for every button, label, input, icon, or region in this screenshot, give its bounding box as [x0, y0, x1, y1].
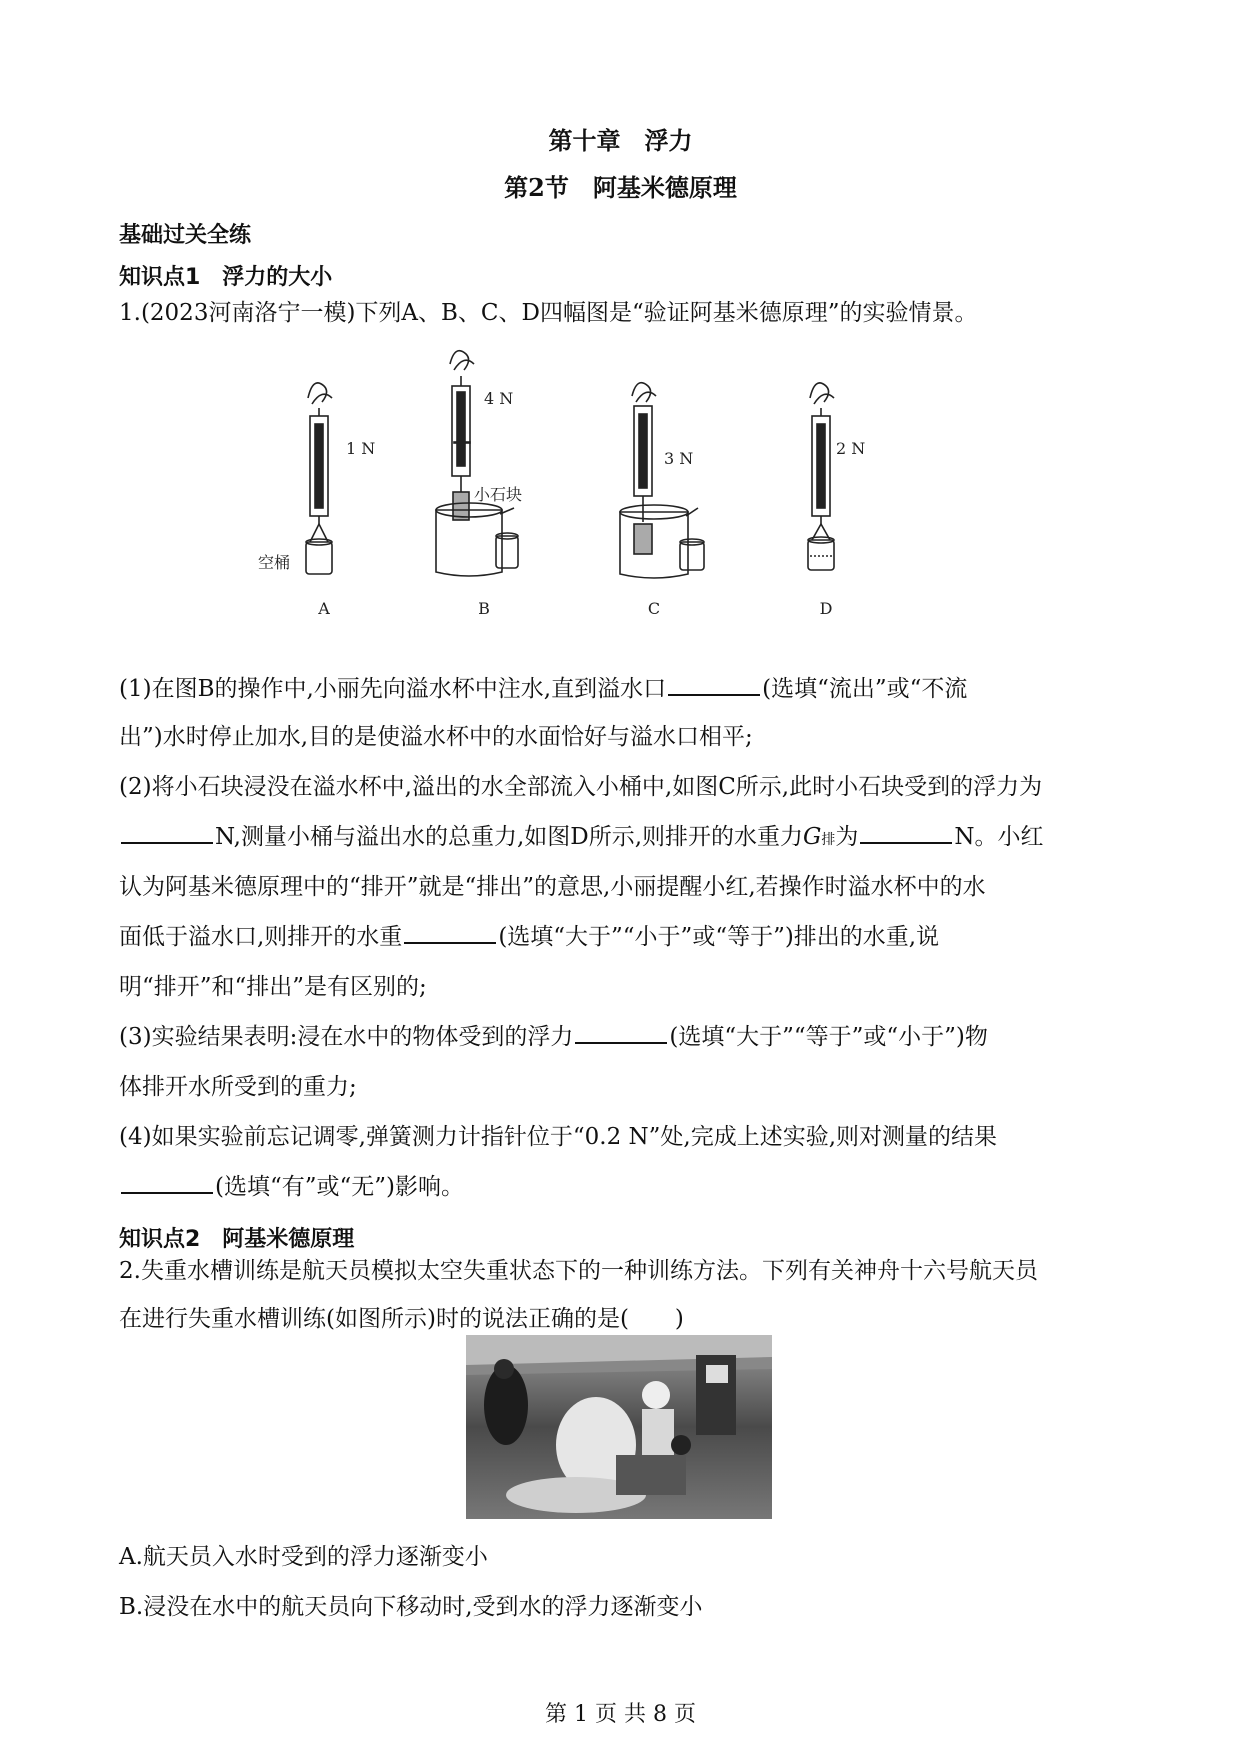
answer-blank[interactable]: [121, 818, 213, 844]
q1-part1-line1: (1)在图B的操作中,小丽先向溢水杯中注水,直到溢水口 (选填“流出”或“不流: [119, 662, 1124, 716]
scale-b: [436, 351, 518, 576]
underwater-training-photo: [466, 1335, 772, 1519]
q2-option-b: B.浸没在水中的航天员向下移动时,受到水的浮力逐渐变小: [119, 1594, 703, 1620]
figure-label-d: D: [819, 599, 833, 618]
knowledge-point-1: 知识点1 浮力的大小: [119, 265, 333, 290]
q1-part3-line1: (3)实验结果表明:浸在水中的物体受到的浮力 (选填“大于”“等于”或“小于”)物: [119, 1010, 1124, 1064]
scale-d: [808, 383, 834, 570]
q1-part2-line4: 面低于溢水口,则排开的水重 (选填“大于”“小于”或“等于”)排出的水重,说: [119, 910, 1124, 964]
q1-part2-line1: (2)将小石块浸没在溢水杯中,溢出的水全部流入小桶中,如图C所示,此时小石块受到的浮力为: [119, 774, 1043, 800]
page-footer: 第 1 页 共 8 页: [545, 1702, 696, 1727]
q1-part1-line2: 出”)水时停止加水,目的是使溢水杯中的水面恰好与溢水口相平;: [119, 724, 753, 750]
stone-label: 小石块: [474, 485, 523, 504]
q1-part3-line2: 体排开水所受到的重力;: [119, 1074, 357, 1100]
exercise-heading: 基础过关全练: [119, 223, 252, 248]
reading-b: 4 N: [484, 389, 514, 408]
q1-part4-line1: (4)如果实验前忘记调零,弹簧测力计指针位于“0.2 N”处,完成上述实验,则对测量的结果: [119, 1124, 998, 1150]
scale-c: [620, 383, 704, 578]
experiment-figure: [258, 356, 970, 628]
figure-label-c: C: [647, 599, 661, 618]
q1-stem: 1.(2023河南洛宁一模)下列A、B、C、D四幅图是“验证阿基米德原理”的实验情景。: [119, 300, 978, 326]
q1-part4-line2: (选填“有”或“无”)影响。: [119, 1160, 1124, 1214]
q1-part2-line3: 认为阿基米德原理中的“排开”就是“排出”的意思,小丽提醒小红,若操作时溢水杯中的水: [119, 874, 986, 900]
answer-blank[interactable]: [121, 1168, 213, 1194]
empty-bucket-label: 空桶: [258, 553, 291, 572]
scale-a: [306, 383, 332, 574]
answer-blank[interactable]: [860, 818, 952, 844]
reading-d: 2 N: [836, 439, 866, 458]
figure-label-a: A: [318, 599, 330, 618]
answer-blank[interactable]: [575, 1018, 667, 1044]
figure-label-b: B: [478, 599, 490, 618]
q2-stem-line1: 2.失重水槽训练是航天员模拟太空失重状态下的一种训练方法。下列有关神舟十六号航天员: [119, 1258, 1038, 1284]
reading-a: 1 N: [346, 439, 376, 458]
answer-blank[interactable]: [404, 918, 496, 944]
reading-c: 3 N: [664, 449, 694, 468]
section-title: 第2节 阿基米德原理: [504, 173, 737, 202]
chapter-title: 第十章 浮力: [548, 126, 693, 155]
knowledge-point-2: 知识点2 阿基米德原理: [119, 1227, 355, 1252]
q2-stem-line2: 在进行失重水槽训练(如图所示)时的说法正确的是( ): [119, 1306, 684, 1332]
q2-option-a: A.航天员入水时受到的浮力逐渐变小: [119, 1544, 488, 1570]
answer-blank[interactable]: [668, 670, 760, 696]
q1-part2-line5: 明“排开”和“排出”是有区别的;: [119, 974, 427, 1000]
q1-part2-line2: N,测量小桶与溢出水的总重力,如图D所示,则排开的水重力G排为 N。小红: [119, 810, 1124, 867]
